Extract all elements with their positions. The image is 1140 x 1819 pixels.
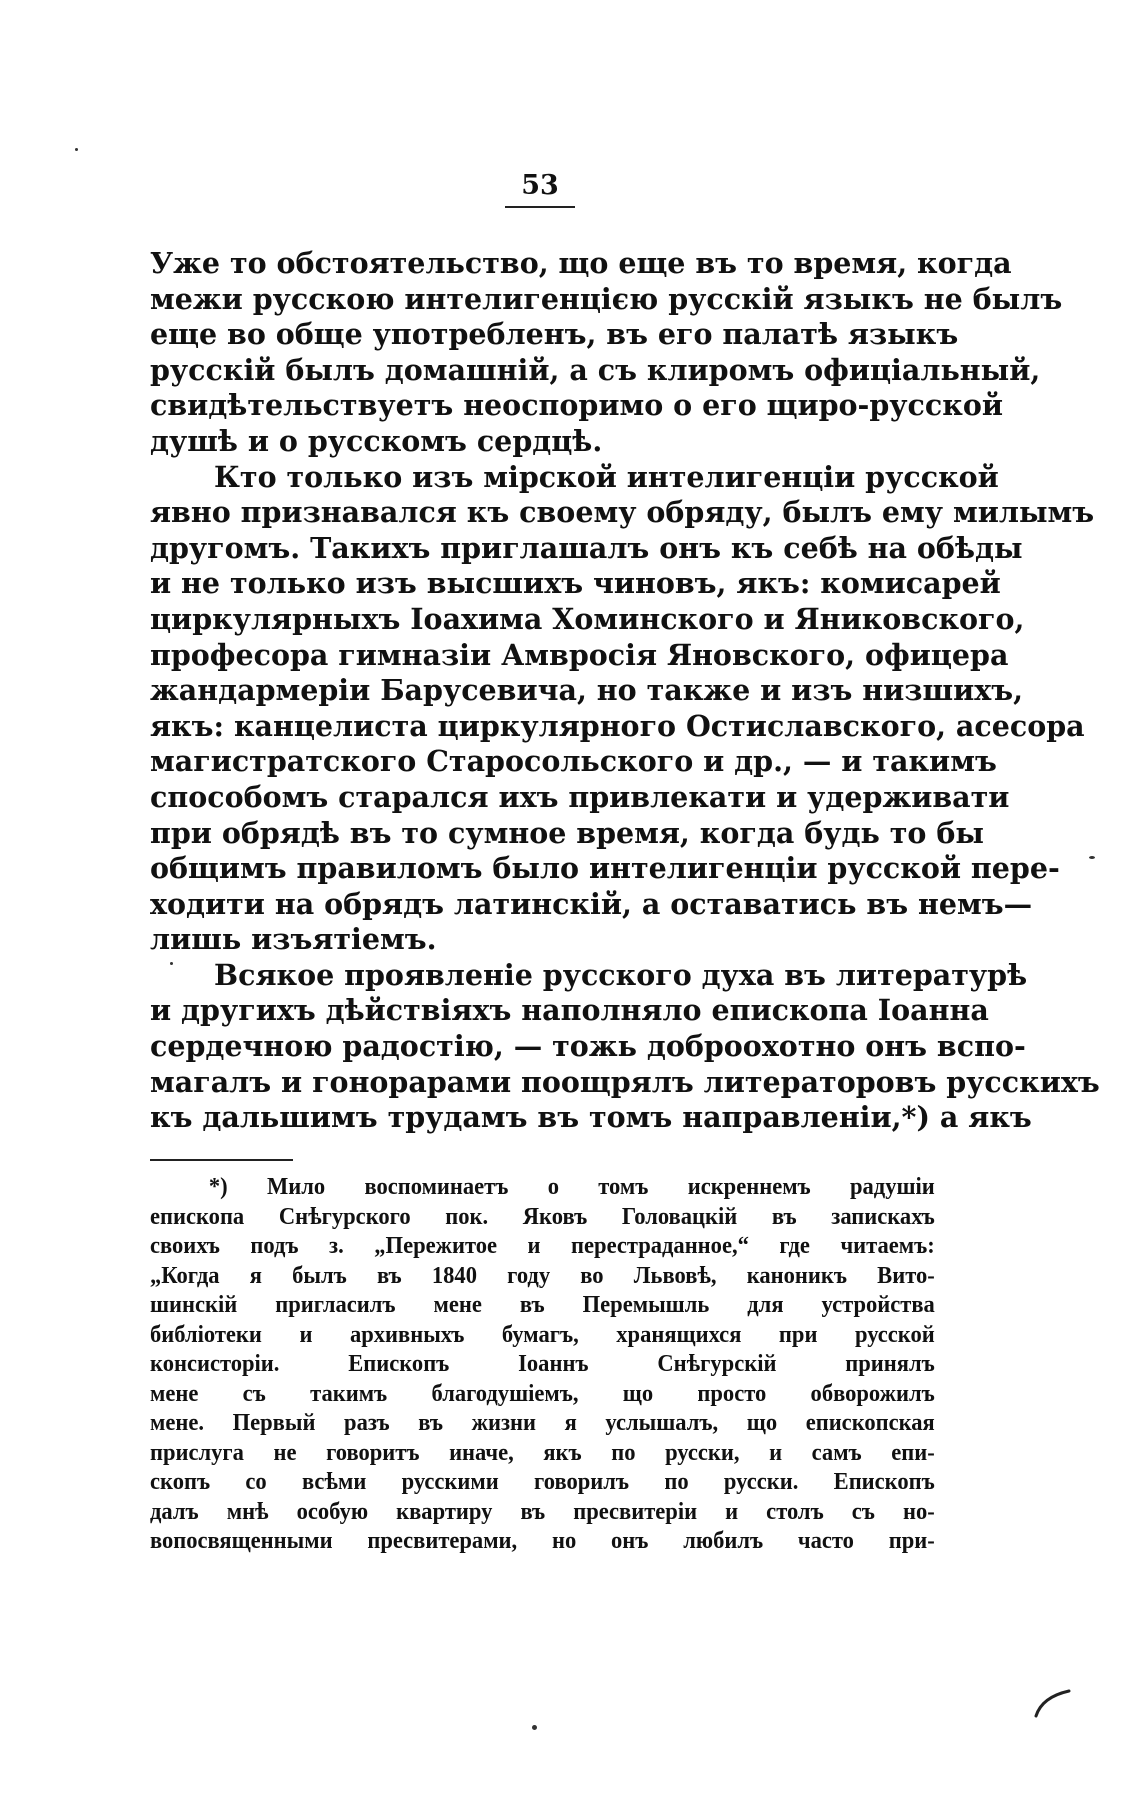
scan-speck (170, 962, 173, 965)
text-line: якъ: канцелиста циркулярного Остиславского, асесора (150, 708, 1085, 743)
text-line: общимъ правиломъ было интелигенціи русской пере- (150, 851, 1060, 886)
main-text-body (150, 246, 1100, 1136)
text-line: професора гимназіи Амвросія Яновского, офицера (150, 637, 1009, 672)
text-line: магалъ и гонорарами поощрялъ литераторовъ русскихъ (150, 1064, 1100, 1099)
text-line: ходити на обрядъ латинскій, а оставатись въ немъ— (150, 886, 1033, 921)
page-number-underline (505, 206, 575, 208)
footnote-line: мене. Первый разъ въ жизни я услышалъ, що епископская (150, 1409, 935, 1436)
scan-speck (75, 148, 78, 151)
text-line: лишь изъятіемъ. (150, 922, 437, 957)
text-line: способомъ старался ихъ привлекати и удерживати (150, 779, 1010, 814)
text-line: Всякое проявленіе русского духа въ литературѣ (214, 957, 1028, 992)
pen-stroke-mark (1032, 1683, 1072, 1719)
text-line: и не только изъ высшихъ чиновъ, якъ: комисарей (150, 566, 1001, 601)
text-line: еще во обще употребленъ, въ его палатѣ языкъ (150, 317, 959, 352)
text-line: русскій былъ домашній, а съ клиромъ офиціальный, (150, 352, 1041, 387)
scan-speck (532, 1725, 537, 1730)
text-line: и другихъ дѣйствіяхъ наполняло епископа Іоанна (150, 993, 989, 1028)
text-line: Уже то обстоятельство, що еще въ то время, когда (150, 246, 1012, 280)
text-line: душѣ и о русскомъ сердцѣ. (150, 423, 603, 458)
footnote-line: вопосвященными пресвитерами, но онъ любилъ часто при- (150, 1527, 935, 1554)
footnote-line: „Когда я былъ въ 1840 году во Львовѣ, каноникъ Вито- (150, 1261, 935, 1289)
footnote-line: своихъ подъ з. „Пережитое и перестраданное,“ где читаемъ: (150, 1232, 935, 1259)
text-line: Кто только изъ мірской интелигенціи русской (214, 459, 999, 494)
text-line: магистратского Старосольского и др., — и такимъ (150, 744, 997, 779)
scan-speck (1089, 856, 1095, 859)
text-line: другомъ. Такихъ приглашалъ онъ къ себѣ на обѣды (150, 530, 1023, 565)
footnote-line: *) Мило воспоминаетъ о томъ искреннемъ радушіи (208, 1173, 935, 1200)
footnote-separator (150, 1159, 293, 1161)
footnote-line: шинскій пригласилъ мене въ Перемышль для устройства (150, 1291, 935, 1318)
text-line: жандармеріи Барусевича, но также и изъ низшихъ, (150, 673, 1024, 708)
footnote-line: консисторіи. Епископъ Іоаннъ Снѣгурскій принялъ (150, 1350, 935, 1377)
text-line: межи русскою интелигенцією русскій языкъ не былъ (150, 281, 1063, 316)
footnote-line: епископа Снѣгурского пок. Яковъ Головацкій въ запискахъ (150, 1202, 935, 1230)
footnote-line: далъ мнѣ особую квартиру въ пресвитеріи и столъ съ но- (150, 1497, 935, 1525)
page-number: 53 (521, 170, 559, 201)
footnote (150, 1172, 935, 1556)
footnote-line: библіотеки и архивныхъ бумагъ, хранящихся при русской (150, 1320, 935, 1348)
footnote-line: прислуга не говоритъ иначе, якъ по русски, и самъ епи- (150, 1438, 935, 1466)
text-line: явно признавался къ своему обряду, былъ ему милымъ (150, 495, 1095, 530)
text-line: свидѣтельствуетъ неоспоримо о его щиро-русской (150, 388, 1003, 423)
text-line: при обрядѣ въ то сумное время, когда будь то бы (150, 815, 984, 850)
text-line: сердечною радостію, — тожь доброохотно онъ вспо- (150, 1029, 1026, 1064)
footnote-line: мене съ такимъ благодушіемъ, що просто обворожилъ (150, 1379, 935, 1407)
text-line: циркулярныхъ Іоахима Хоминского и Яниковского, (150, 601, 1025, 636)
text-line: къ дальшимъ трудамъ въ томъ направленіи,*) а якъ (150, 1100, 1032, 1135)
footnote-line: скопъ со всѣми русскими говорилъ по русски. Епископъ (150, 1468, 935, 1495)
